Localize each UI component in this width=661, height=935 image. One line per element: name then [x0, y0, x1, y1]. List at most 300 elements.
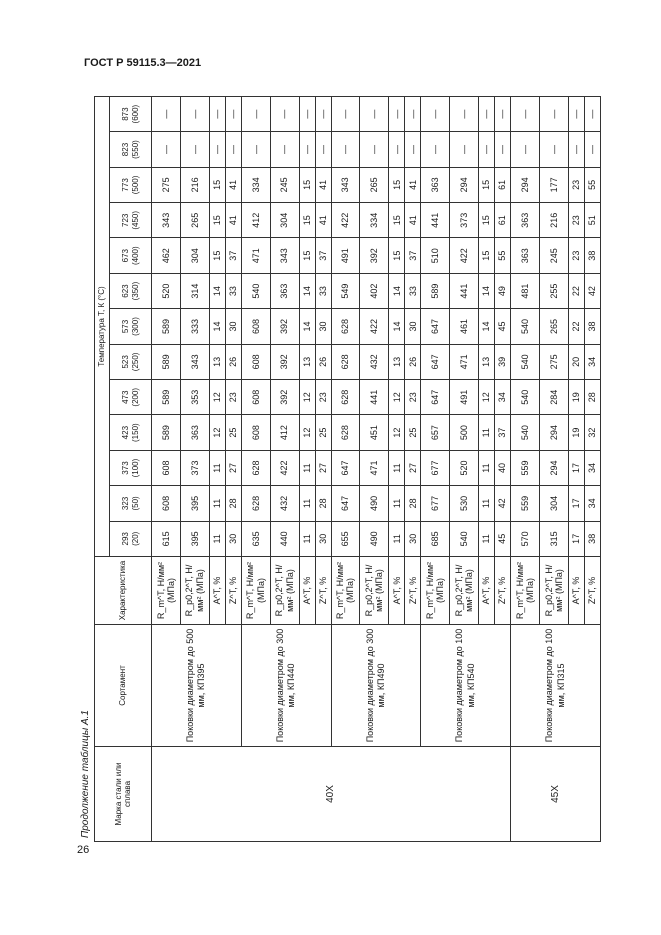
header-assortment: Сортамент — [95, 625, 152, 747]
temp-celsius: (150) — [130, 423, 140, 442]
value-cell: 34 — [584, 344, 600, 379]
value-cell: 45 — [495, 521, 511, 556]
value-cell: — — [152, 132, 181, 167]
value-cell: 520 — [152, 273, 181, 308]
characteristic-cell: A^T, % — [568, 557, 584, 625]
value-cell: 395 — [180, 521, 209, 556]
value-cell: 540 — [241, 273, 270, 308]
value-cell: 422 — [450, 238, 479, 273]
assortment-cell: Поковки диаметром до 100 мм, КП315 — [511, 625, 601, 747]
value-cell: 471 — [450, 344, 479, 379]
value-cell: — — [389, 132, 405, 167]
temp-celsius: (350) — [130, 281, 140, 301]
characteristic-cell: A^T, % — [479, 557, 495, 625]
temp-kelvin: 373 — [121, 461, 131, 475]
value-cell: 42 — [495, 486, 511, 521]
value-cell: — — [270, 96, 299, 131]
assortment-cell: Поковки диаметром до 300 мм, КП490 — [331, 625, 421, 747]
value-cell: 589 — [152, 309, 181, 344]
value-cell: 12 — [209, 380, 225, 415]
value-cell: 422 — [331, 203, 360, 238]
value-cell: 33 — [225, 273, 241, 308]
value-cell: — — [180, 96, 209, 131]
characteristic-cell: R_m^T, Н/мм² (МПа) — [511, 557, 540, 625]
value-cell: 61 — [495, 203, 511, 238]
value-cell: 304 — [539, 486, 568, 521]
value-cell: 33 — [315, 273, 331, 308]
value-cell: — — [299, 96, 315, 131]
value-cell: 343 — [152, 203, 181, 238]
value-cell: 471 — [360, 450, 389, 485]
value-cell: 559 — [511, 450, 540, 485]
value-cell: 402 — [360, 273, 389, 308]
value-cell: 304 — [270, 203, 299, 238]
value-cell: — — [299, 132, 315, 167]
value-cell: 422 — [270, 450, 299, 485]
value-cell: — — [584, 96, 600, 131]
temperature-header-cell — [110, 415, 152, 450]
value-cell: 15 — [299, 238, 315, 273]
value-cell: 15 — [299, 203, 315, 238]
characteristic-cell: R_p0,2^T, Н/мм² (МПа) — [270, 557, 299, 625]
value-cell: 17 — [568, 521, 584, 556]
value-cell: — — [421, 132, 450, 167]
value-cell: 373 — [180, 450, 209, 485]
value-cell: 491 — [450, 380, 479, 415]
value-cell: 39 — [495, 344, 511, 379]
value-cell: 481 — [511, 273, 540, 308]
value-cell: 490 — [360, 486, 389, 521]
value-cell: 23 — [225, 380, 241, 415]
value-cell: — — [152, 96, 181, 131]
value-cell: 15 — [209, 203, 225, 238]
value-cell: 37 — [315, 238, 331, 273]
value-cell: 216 — [180, 167, 209, 202]
value-cell: 30 — [315, 521, 331, 556]
value-cell: 304 — [180, 238, 209, 273]
value-cell: 628 — [331, 309, 360, 344]
value-cell: 38 — [584, 238, 600, 273]
value-cell: 11 — [209, 486, 225, 521]
value-cell: 395 — [180, 486, 209, 521]
value-cell: 12 — [299, 380, 315, 415]
temp-celsius: (600) — [130, 104, 140, 124]
temperature-header-cell — [110, 486, 152, 521]
value-cell: 19 — [568, 380, 584, 415]
value-cell: 12 — [389, 415, 405, 450]
value-cell: 392 — [270, 344, 299, 379]
value-cell: — — [495, 132, 511, 167]
value-cell: 11 — [299, 450, 315, 485]
value-cell: — — [270, 132, 299, 167]
temp-celsius: (400) — [130, 246, 140, 266]
value-cell: 20 — [568, 344, 584, 379]
value-cell: 22 — [568, 309, 584, 344]
value-cell: — — [315, 96, 331, 131]
temperature-header-cell — [110, 238, 152, 273]
header-characteristic: Характеристика — [95, 557, 152, 625]
temperature-header-cell — [110, 273, 152, 308]
value-cell: 42 — [584, 273, 600, 308]
temp-celsius: (450) — [130, 210, 140, 230]
value-cell: 655 — [331, 521, 360, 556]
value-cell: 265 — [360, 167, 389, 202]
value-cell: 37 — [225, 238, 241, 273]
value-cell: 343 — [270, 238, 299, 273]
temperature-header-cell — [110, 450, 152, 485]
value-cell: 34 — [495, 380, 511, 415]
value-cell: 363 — [421, 167, 450, 202]
temp-kelvin: 323 — [121, 496, 131, 511]
value-cell: 373 — [450, 203, 479, 238]
value-cell: 27 — [225, 450, 241, 485]
value-cell: 647 — [421, 344, 450, 379]
page-number: 26 — [77, 844, 90, 856]
value-cell: 25 — [405, 415, 421, 450]
characteristic-cell: Z^T, % — [225, 557, 241, 625]
value-cell: — — [209, 132, 225, 167]
value-cell: 12 — [479, 380, 495, 415]
value-cell: 32 — [584, 415, 600, 450]
value-cell: — — [511, 96, 540, 131]
value-cell: — — [479, 96, 495, 131]
value-cell: 334 — [241, 167, 270, 202]
value-cell: 255 — [539, 273, 568, 308]
characteristic-cell: Z^T, % — [495, 557, 511, 625]
characteristic-cell: A^T, % — [209, 557, 225, 625]
value-cell: 34 — [584, 450, 600, 485]
value-cell: 451 — [360, 415, 389, 450]
temp-kelvin: 773 — [121, 178, 131, 192]
value-cell: — — [405, 132, 421, 167]
value-cell: — — [421, 96, 450, 131]
temperature-header-cell — [110, 203, 152, 238]
value-cell: 27 — [405, 450, 421, 485]
value-cell: 14 — [299, 309, 315, 344]
value-cell: 23 — [405, 380, 421, 415]
value-cell: — — [180, 132, 209, 167]
value-cell: 628 — [331, 380, 360, 415]
value-cell: 30 — [225, 309, 241, 344]
value-cell: 294 — [450, 167, 479, 202]
value-cell: 422 — [360, 309, 389, 344]
value-cell: 45 — [495, 309, 511, 344]
table-row — [421, 96, 450, 841]
value-cell: 412 — [241, 203, 270, 238]
temp-celsius: (100) — [130, 458, 140, 478]
value-cell: 11 — [389, 486, 405, 521]
value-cell: 294 — [539, 450, 568, 485]
assortment-cell: Поковки диаметром до 300 мм, КП440 — [241, 625, 331, 747]
value-cell: 343 — [331, 167, 360, 202]
value-cell: 500 — [450, 415, 479, 450]
value-cell: 12 — [209, 415, 225, 450]
value-cell: 412 — [270, 415, 299, 450]
value-cell: 647 — [331, 486, 360, 521]
value-cell: 26 — [225, 344, 241, 379]
characteristic-cell: Z^T, % — [405, 557, 421, 625]
value-cell: 284 — [539, 380, 568, 415]
value-cell: 432 — [270, 486, 299, 521]
value-cell: 14 — [479, 309, 495, 344]
table-row — [241, 96, 270, 841]
value-cell: 49 — [495, 273, 511, 308]
rotated-table-container — [94, 97, 601, 842]
value-cell: 265 — [539, 309, 568, 344]
value-cell: 41 — [405, 167, 421, 202]
assortment-cell: Поковки диаметром до 100 мм, КП540 — [421, 625, 511, 747]
value-cell: 41 — [225, 167, 241, 202]
value-cell: 392 — [270, 380, 299, 415]
value-cell: 15 — [389, 167, 405, 202]
value-cell: 363 — [511, 203, 540, 238]
value-cell: 17 — [568, 486, 584, 521]
value-cell: 12 — [299, 415, 315, 450]
value-cell: 570 — [511, 521, 540, 556]
value-cell: 23 — [315, 380, 331, 415]
value-cell: — — [405, 96, 421, 131]
temp-kelvin: 873 — [121, 107, 131, 121]
value-cell: 23 — [568, 238, 584, 273]
value-cell: 647 — [331, 450, 360, 485]
value-cell: — — [331, 96, 360, 131]
value-cell: 628 — [331, 344, 360, 379]
value-cell: 540 — [511, 415, 540, 450]
value-cell: 440 — [270, 521, 299, 556]
value-cell: — — [511, 132, 540, 167]
temp-kelvin: 573 — [121, 319, 131, 334]
characteristic-cell: R_p0,2^T, Н/мм² (МПа) — [450, 557, 479, 625]
value-cell: 177 — [539, 167, 568, 202]
characteristic-cell: R_m^T, Н/мм² (МПа) — [331, 557, 360, 625]
header-steel: Марка стали или сплава — [95, 747, 152, 842]
value-cell: 294 — [539, 415, 568, 450]
value-cell: — — [495, 96, 511, 131]
value-cell: 33 — [405, 273, 421, 308]
value-cell: — — [450, 132, 479, 167]
value-cell: 23 — [568, 203, 584, 238]
value-cell: 11 — [209, 521, 225, 556]
value-cell: — — [225, 132, 241, 167]
value-cell: 55 — [495, 238, 511, 273]
temp-kelvin: 623 — [121, 284, 131, 298]
value-cell: 15 — [389, 238, 405, 273]
value-cell: 265 — [180, 203, 209, 238]
temp-kelvin: 823 — [121, 142, 131, 157]
table-row — [511, 96, 540, 841]
temperature-header-cell — [110, 521, 152, 556]
value-cell: — — [209, 96, 225, 131]
value-cell: 23 — [568, 167, 584, 202]
characteristic-cell: R_p0,2^T, Н/мм² (МПа) — [539, 557, 568, 625]
value-cell: 41 — [315, 203, 331, 238]
value-cell: 27 — [315, 450, 331, 485]
value-cell: 15 — [209, 167, 225, 202]
value-cell: 14 — [209, 273, 225, 308]
table-row — [152, 96, 181, 841]
temperature-header-cell — [110, 167, 152, 202]
value-cell: 363 — [270, 273, 299, 308]
temperature-header-cell — [110, 344, 152, 379]
value-cell: 41 — [405, 203, 421, 238]
temp-kelvin: 293 — [121, 532, 131, 546]
value-cell: 432 — [360, 344, 389, 379]
value-cell: 333 — [180, 309, 209, 344]
temperature-header-cell — [110, 96, 152, 131]
value-cell: 628 — [241, 486, 270, 521]
value-cell: 334 — [360, 203, 389, 238]
value-cell: 11 — [479, 486, 495, 521]
value-cell: 37 — [405, 238, 421, 273]
value-cell: 540 — [511, 380, 540, 415]
assortment-cell: Поковки диаметром до 500 мм, КП395 — [152, 625, 242, 747]
value-cell: 30 — [405, 309, 421, 344]
value-cell: 38 — [584, 309, 600, 344]
value-cell: 441 — [450, 273, 479, 308]
value-cell: 490 — [360, 521, 389, 556]
value-cell: 608 — [241, 380, 270, 415]
value-cell: 11 — [479, 521, 495, 556]
value-cell: 41 — [225, 203, 241, 238]
value-cell: 245 — [539, 238, 568, 273]
value-cell: 40 — [495, 450, 511, 485]
value-cell: 11 — [389, 450, 405, 485]
value-cell: 55 — [584, 167, 600, 202]
value-cell: 314 — [180, 273, 209, 308]
value-cell: 462 — [152, 238, 181, 273]
temp-kelvin: 423 — [121, 425, 131, 440]
temp-kelvin: 473 — [121, 390, 131, 404]
value-cell: 28 — [584, 380, 600, 415]
value-cell: 647 — [421, 309, 450, 344]
value-cell: 13 — [479, 344, 495, 379]
temp-kelvin: 723 — [121, 213, 131, 227]
value-cell: 51 — [584, 203, 600, 238]
characteristic-cell: Z^T, % — [584, 557, 600, 625]
value-cell: 11 — [299, 486, 315, 521]
value-cell: 216 — [539, 203, 568, 238]
value-cell: 315 — [539, 521, 568, 556]
value-cell: 11 — [479, 415, 495, 450]
value-cell: 30 — [225, 521, 241, 556]
value-cell: — — [584, 132, 600, 167]
value-cell: 608 — [241, 309, 270, 344]
table-body — [152, 96, 601, 841]
value-cell: 589 — [421, 273, 450, 308]
value-cell: 11 — [209, 450, 225, 485]
value-cell: 275 — [152, 167, 181, 202]
temp-kelvin: 673 — [121, 249, 131, 263]
value-cell: — — [539, 96, 568, 131]
characteristic-cell: R_p0,2^T, Н/мм² (МПа) — [180, 557, 209, 625]
temp-kelvin: 523 — [121, 355, 131, 369]
characteristic-cell: A^T, % — [389, 557, 405, 625]
value-cell: 608 — [152, 450, 181, 485]
value-cell: 26 — [405, 344, 421, 379]
temp-celsius: (20) — [130, 531, 140, 546]
temp-celsius: (300) — [130, 317, 140, 336]
temp-celsius: (50) — [130, 496, 140, 511]
temp-celsius: (250) — [130, 352, 140, 372]
value-cell: 363 — [511, 238, 540, 273]
value-cell: 14 — [389, 309, 405, 344]
value-cell: 14 — [479, 273, 495, 308]
value-cell: 635 — [241, 521, 270, 556]
value-cell: — — [241, 132, 270, 167]
value-cell: 30 — [315, 309, 331, 344]
value-cell: 30 — [405, 521, 421, 556]
value-cell: 12 — [389, 380, 405, 415]
value-cell: 275 — [539, 344, 568, 379]
value-cell: 15 — [389, 203, 405, 238]
value-cell: 392 — [360, 238, 389, 273]
value-cell: 657 — [421, 415, 450, 450]
characteristic-cell: R_p0,2^T, Н/мм² (МПа) — [360, 557, 389, 625]
value-cell: 461 — [450, 309, 479, 344]
value-cell: 15 — [479, 238, 495, 273]
value-cell: — — [225, 96, 241, 131]
value-cell: — — [568, 132, 584, 167]
value-cell: 677 — [421, 486, 450, 521]
value-cell: 540 — [511, 344, 540, 379]
temperature-header-cell — [110, 380, 152, 415]
value-cell: 628 — [241, 450, 270, 485]
value-cell: 34 — [584, 486, 600, 521]
value-cell: — — [360, 96, 389, 131]
characteristic-cell: Z^T, % — [315, 557, 331, 625]
value-cell: 14 — [299, 273, 315, 308]
value-cell: 392 — [270, 309, 299, 344]
value-cell: — — [389, 96, 405, 131]
value-cell: 353 — [180, 380, 209, 415]
table-caption: Продолжение таблицы А.1 — [80, 710, 91, 838]
steel-grade-cell: 45Х — [511, 747, 601, 842]
value-cell: 25 — [315, 415, 331, 450]
value-cell: 61 — [495, 167, 511, 202]
value-cell: — — [568, 96, 584, 131]
value-cell: 441 — [360, 380, 389, 415]
temp-celsius: (500) — [130, 175, 140, 195]
characteristic-cell: R_m^T, Н/мм² (МПа) — [241, 557, 270, 625]
value-cell: 41 — [315, 167, 331, 202]
value-cell: 549 — [331, 273, 360, 308]
value-cell: 26 — [315, 344, 331, 379]
temperature-header-cell — [110, 132, 152, 167]
value-cell: 14 — [209, 309, 225, 344]
value-cell: 677 — [421, 450, 450, 485]
value-cell: 540 — [450, 521, 479, 556]
value-cell: 37 — [495, 415, 511, 450]
value-cell: 343 — [180, 344, 209, 379]
value-cell: 22 — [568, 273, 584, 308]
value-cell: 363 — [180, 415, 209, 450]
value-cell: 441 — [421, 203, 450, 238]
temperature-header-cell — [110, 309, 152, 344]
value-cell: 647 — [421, 380, 450, 415]
value-cell: — — [450, 96, 479, 131]
steel-grade-cell: 40Х — [152, 747, 511, 842]
value-cell: 685 — [421, 521, 450, 556]
value-cell: 11 — [299, 521, 315, 556]
value-cell: 540 — [511, 309, 540, 344]
value-cell: 11 — [389, 521, 405, 556]
value-cell: 28 — [225, 486, 241, 521]
temp-celsius: (200) — [130, 387, 140, 407]
characteristic-cell: R_m^T, Н/мм² (МПа) — [152, 557, 181, 625]
value-cell: 11 — [479, 450, 495, 485]
header-temperature: Температура Т, К (°С) — [95, 96, 110, 556]
value-cell: 28 — [315, 486, 331, 521]
